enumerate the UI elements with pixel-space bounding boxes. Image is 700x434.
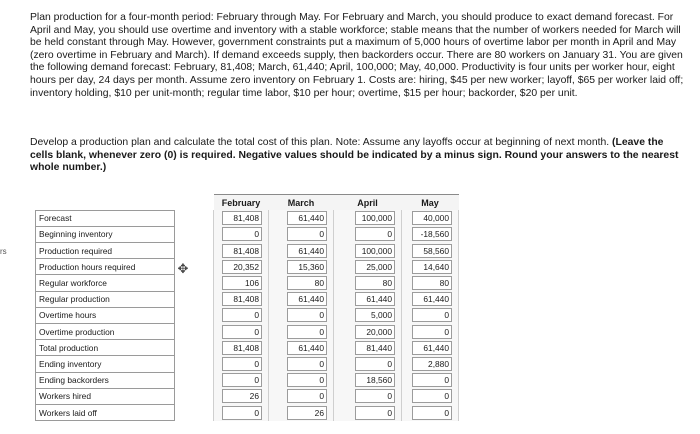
- answer-input-cell[interactable]: 0: [222, 325, 262, 339]
- row-label: Production required: [36, 243, 175, 259]
- answer-input-cell[interactable]: 100,000: [355, 244, 395, 258]
- row-label: Forecast: [36, 210, 175, 226]
- cell-container: [269, 291, 334, 307]
- answer-input-cell[interactable]: 0: [287, 357, 327, 371]
- answer-input-cell[interactable]: 61,440: [412, 292, 452, 306]
- answer-input-cell[interactable]: 61,440: [287, 341, 327, 355]
- answer-input-cell[interactable]: 61,440: [287, 292, 327, 306]
- cell-container: [334, 259, 402, 275]
- answer-input-cell[interactable]: 0: [222, 357, 262, 371]
- table-row: [36, 210, 459, 226]
- cell-container: [334, 324, 402, 340]
- table-row: [36, 356, 459, 372]
- answer-input-cell[interactable]: -18,560: [412, 227, 452, 241]
- cell-container: [214, 388, 269, 404]
- answer-input-cell[interactable]: 106: [222, 276, 262, 290]
- cell-container: [334, 291, 402, 307]
- cell-container: [334, 356, 402, 372]
- cell-container: [269, 356, 334, 372]
- answer-input-cell[interactable]: 0: [412, 406, 452, 420]
- answer-input-cell[interactable]: 0: [412, 373, 452, 387]
- row-label: Overtime hours: [36, 307, 175, 323]
- row-gap: [175, 324, 214, 340]
- answer-input-cell[interactable]: 15,360: [287, 260, 327, 274]
- answer-input-cell[interactable]: 0: [412, 325, 452, 339]
- answer-input-cell[interactable]: 0: [355, 389, 395, 403]
- cell-container: [334, 275, 402, 291]
- answer-input-cell[interactable]: 61,440: [412, 341, 452, 355]
- answer-input-cell[interactable]: 0: [287, 373, 327, 387]
- month-header: February: [214, 195, 269, 211]
- cell-container: [214, 275, 269, 291]
- table-row: [36, 275, 459, 291]
- answer-input-cell[interactable]: 0: [355, 406, 395, 420]
- row-label: Production hours required: [36, 259, 175, 275]
- cell-container: [269, 388, 334, 404]
- production-plan-table: [35, 194, 459, 421]
- move-cross-icon[interactable]: ✥: [177, 261, 189, 276]
- answer-input-cell[interactable]: 25,000: [355, 260, 395, 274]
- month-header: April: [334, 195, 402, 211]
- answer-input-cell[interactable]: 61,440: [287, 244, 327, 258]
- row-gap: [175, 356, 214, 372]
- answer-input-cell[interactable]: 0: [287, 389, 327, 403]
- table-row: [36, 291, 459, 307]
- row-gap: [175, 388, 214, 404]
- table-row: [36, 226, 459, 242]
- cell-container: [402, 210, 459, 226]
- answer-input-cell[interactable]: 5,000: [355, 308, 395, 322]
- row-label: Total production: [36, 340, 175, 356]
- answer-input-cell[interactable]: 0: [287, 227, 327, 241]
- cell-container: [334, 404, 402, 420]
- answer-input-cell[interactable]: 81,408: [222, 244, 262, 258]
- row-gap: [175, 259, 214, 275]
- cell-container: [214, 210, 269, 226]
- answer-input-cell[interactable]: 0: [222, 308, 262, 322]
- answer-input-cell[interactable]: 26: [222, 389, 262, 403]
- cell-container: [269, 340, 334, 356]
- row-gap: [175, 307, 214, 323]
- cell-container: [214, 307, 269, 323]
- cell-container: [214, 291, 269, 307]
- answer-input-cell[interactable]: 80: [287, 276, 327, 290]
- cell-container: [214, 226, 269, 242]
- answer-input-cell[interactable]: 80: [355, 276, 395, 290]
- table-row: [36, 307, 459, 323]
- header-gap: [175, 195, 214, 211]
- answer-input-cell[interactable]: 18,560: [355, 373, 395, 387]
- row-gap: [175, 340, 214, 356]
- instructions: [30, 137, 685, 175]
- answer-input-cell[interactable]: 0: [412, 308, 452, 322]
- cell-container: [214, 259, 269, 275]
- cell-container: [214, 243, 269, 259]
- month-header: May: [402, 195, 459, 211]
- table-row: [36, 388, 459, 404]
- table-header-row: [36, 195, 459, 211]
- cell-container: [269, 243, 334, 259]
- cell-container: [334, 226, 402, 242]
- row-gap: [175, 404, 214, 420]
- answer-input-cell[interactable]: 81,408: [222, 292, 262, 306]
- cell-container: [402, 372, 459, 388]
- answer-input-cell[interactable]: 20,352: [222, 260, 262, 274]
- row-gap: [175, 226, 214, 242]
- answer-input-cell[interactable]: 26: [287, 406, 327, 420]
- cell-container: [269, 226, 334, 242]
- cell-container: [402, 291, 459, 307]
- row-gap: [175, 291, 214, 307]
- cell-container: [402, 243, 459, 259]
- cell-container: [269, 372, 334, 388]
- problem-statement: Plan production for a four-month period: February through May. For February and March, you should produce to exact demand forecast. For April and May, you should use overtime and inventory with a stable workforce; stable means that the number of workers needed for March will be held constant through May. However, government constraints put a maximum of 5,000 hours of overtime labor per month in April and May (zero overtime in February and March). If demand exceeds supply, then backorders occur. There are 80 workers on January 31. You are given the following demand forecast: February, 81,408; March, 61,440; April, 100,000; May, 40,000. Productivity is four units per worker hour, eight hours per day, 24 days per month. Assume zero inventory on February 1. Costs are: hiring, $45 per new worker; layoff, $65 per worker laid off; inventory holding, $10 per unit-month; regular time labor, $10 per hour; overtime, $15 per hour; backorder, $20 per unit.: [30, 12, 684, 99]
- table-row: [36, 259, 459, 275]
- row-label: Beginning inventory: [36, 226, 175, 242]
- row-label: Regular workforce: [36, 275, 175, 291]
- cell-container: [269, 324, 334, 340]
- answer-input-cell[interactable]: 0: [287, 325, 327, 339]
- answer-input-cell[interactable]: 0: [355, 357, 395, 371]
- cell-container: [214, 356, 269, 372]
- row-gap: [175, 372, 214, 388]
- cell-container: [334, 372, 402, 388]
- answer-input-cell[interactable]: 100,000: [355, 211, 395, 225]
- header-blank: [36, 195, 175, 211]
- table-row: [36, 243, 459, 259]
- cell-container: [214, 372, 269, 388]
- row-label: Workers laid off: [36, 404, 175, 420]
- cell-container: [334, 340, 402, 356]
- cell-container: [269, 259, 334, 275]
- cell-container: [402, 259, 459, 275]
- cell-container: [214, 404, 269, 420]
- cell-container: [334, 388, 402, 404]
- answer-input-cell[interactable]: 0: [287, 308, 327, 322]
- instructions-bold-note: (Leave the cells blank, whenever zero (0) is required. Negative values should be indicated by a minus sign. Round your answers to the nearest whole number.): [30, 137, 679, 174]
- answer-input-cell[interactable]: 40,000: [412, 211, 452, 225]
- cell-container: [402, 356, 459, 372]
- table-row: [36, 324, 459, 340]
- row-label: Ending backorders: [36, 372, 175, 388]
- cell-container: [402, 226, 459, 242]
- answer-input-cell[interactable]: 0: [355, 227, 395, 241]
- answer-input-cell[interactable]: 61,440: [287, 211, 327, 225]
- answer-input-cell[interactable]: 0: [222, 227, 262, 241]
- row-label: Workers hired: [36, 388, 175, 404]
- answer-input-cell[interactable]: 14,640: [412, 260, 452, 274]
- cell-container: [269, 307, 334, 323]
- cell-container: [269, 404, 334, 420]
- row-label: Regular production: [36, 291, 175, 307]
- table-row: [36, 404, 459, 420]
- answer-input-cell[interactable]: 80: [412, 276, 452, 290]
- table-row: [36, 340, 459, 356]
- cell-container: [402, 324, 459, 340]
- month-header: March: [269, 195, 334, 211]
- answer-input-cell[interactable]: 81,440: [355, 341, 395, 355]
- answer-input-cell[interactable]: 2,880: [412, 357, 452, 371]
- side-marker: rs: [0, 247, 7, 256]
- answer-input-cell[interactable]: 61,440: [355, 292, 395, 306]
- cell-container: [402, 404, 459, 420]
- row-label: Ending inventory: [36, 356, 175, 372]
- answer-input-cell[interactable]: 81,408: [222, 211, 262, 225]
- answer-input-cell[interactable]: 58,560: [412, 244, 452, 258]
- cell-container: [402, 388, 459, 404]
- cell-container: [334, 307, 402, 323]
- row-gap: [175, 275, 214, 291]
- cell-container: [269, 275, 334, 291]
- cell-container: [269, 210, 334, 226]
- cell-container: [334, 243, 402, 259]
- row-gap: [175, 210, 214, 226]
- row-label: Overtime production: [36, 324, 175, 340]
- row-gap: [175, 243, 214, 259]
- cell-container: [402, 275, 459, 291]
- cell-container: [214, 324, 269, 340]
- answer-input-cell[interactable]: 20,000: [355, 325, 395, 339]
- cell-container: [402, 340, 459, 356]
- answer-input-cell[interactable]: 0: [222, 406, 262, 420]
- table-row: [36, 372, 459, 388]
- answer-input-cell[interactable]: 0: [222, 373, 262, 387]
- cell-container: [214, 340, 269, 356]
- cell-container: [334, 210, 402, 226]
- instructions-text: Develop a production plan and calculate the total cost of this plan. Note: Assume any layoffs occur at beginning of next month.: [30, 137, 610, 148]
- answer-input-cell[interactable]: 0: [412, 389, 452, 403]
- answer-input-cell[interactable]: 81,408: [222, 341, 262, 355]
- cell-container: [402, 307, 459, 323]
